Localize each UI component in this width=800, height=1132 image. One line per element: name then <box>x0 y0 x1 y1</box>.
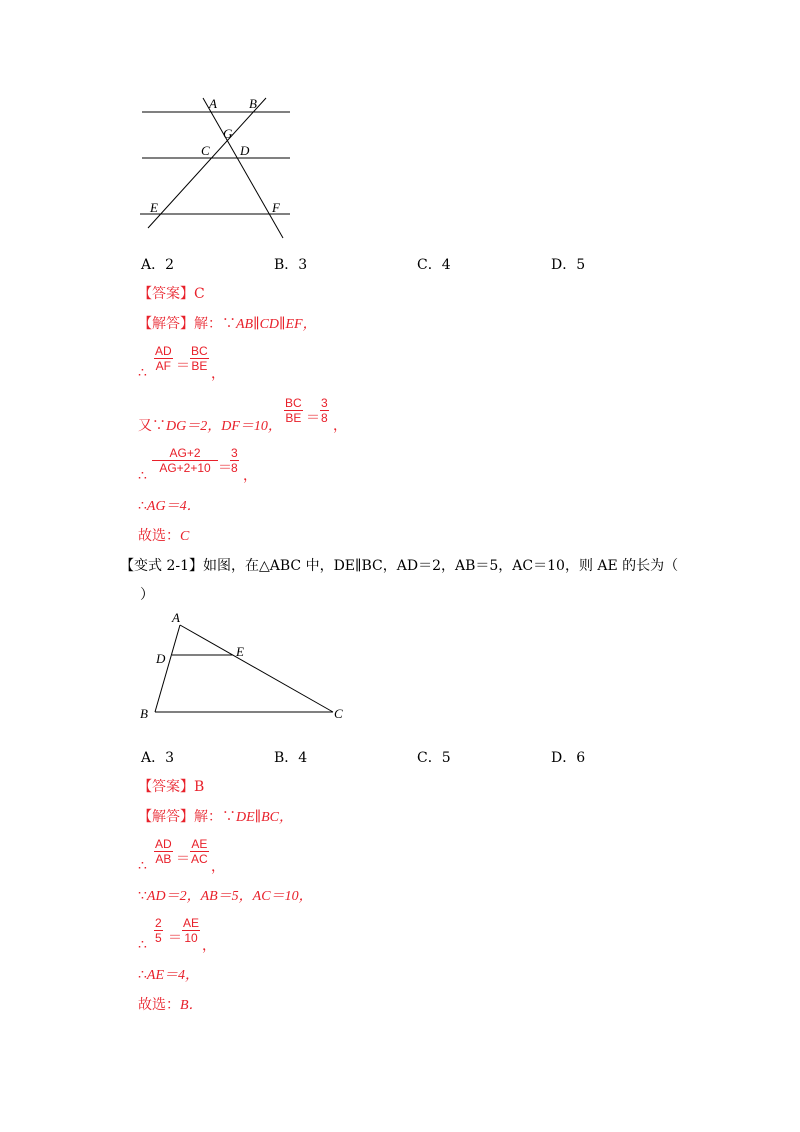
q2-frac-ae-10 <box>182 916 200 945</box>
q2-analysis-line5 <box>138 966 199 985</box>
figure-parallel-lines <box>130 90 310 250</box>
figure-triangle <box>130 605 360 725</box>
because-symbol: ∵ <box>138 888 147 904</box>
therefore-symbol: ∴ <box>138 498 147 514</box>
stem-text: 如图，在△ABC 中，DE∥BC，AD＝2，AB＝5，AC＝10，则 AE 的长为（ <box>203 558 679 574</box>
choice-prefix: 故选： <box>138 528 180 544</box>
label-F: F <box>272 200 280 215</box>
equals-sign: ＝ <box>218 460 232 476</box>
q1-analysis-line3 <box>138 417 282 436</box>
label-D: D <box>240 143 250 158</box>
q2-frac-2-5 <box>154 916 163 945</box>
q1-analysis-line1 <box>138 315 317 334</box>
q2-answer <box>138 778 204 796</box>
comma: ， <box>333 418 347 434</box>
q2-choice <box>138 996 203 1015</box>
choice-value: B． <box>180 998 203 1013</box>
q1-option-c: C．4 <box>417 257 451 273</box>
q1-option-b: B．3 <box>274 257 308 273</box>
label-C: C <box>334 706 343 721</box>
q2-option-c: C．5 <box>417 750 451 766</box>
q2-analysis-line1 <box>138 808 293 827</box>
answer-value: B <box>194 779 205 795</box>
q1-frac-ag <box>152 446 218 475</box>
therefore-symbol: ∴ <box>138 468 147 484</box>
q1-frac-3-8 <box>320 396 329 425</box>
q1-frac-3-8-b <box>230 446 239 475</box>
numerator: AG+2 <box>152 446 218 461</box>
numerator: 3 <box>321 396 328 410</box>
denominator: BE <box>285 411 302 425</box>
answer-tag: 【答案】 <box>138 779 194 795</box>
denominator: AG+2+10 <box>159 461 211 475</box>
denominator: 8 <box>321 411 328 425</box>
q2-frac-ae-ac <box>190 837 209 866</box>
analysis-math: DE∥BC， <box>236 810 294 825</box>
denominator: 10 <box>184 931 198 945</box>
line5-math: AG＝4． <box>146 499 201 514</box>
label-A: A <box>209 96 217 111</box>
comma: ， <box>211 859 225 875</box>
denominator: BE <box>191 359 208 373</box>
therefore-symbol: ∴ <box>138 967 147 983</box>
line3-math: DG＝2，DF＝10， <box>166 419 282 434</box>
line3-math: AD＝2，AB＝5，AC＝10， <box>146 889 313 904</box>
q1-option-d: D．5 <box>551 257 586 273</box>
label-E: E <box>236 644 244 659</box>
analysis-intro: 解： <box>194 316 222 332</box>
denominator: AF <box>155 359 171 373</box>
q2-option-a: A．3 <box>141 750 175 766</box>
because-symbol: ∵ <box>222 316 236 332</box>
analysis-intro: 解： <box>194 809 222 825</box>
choice-value: C <box>180 529 190 544</box>
therefore-symbol: ∴ <box>138 937 147 953</box>
side-ac <box>180 625 333 712</box>
analysis-math: AB∥CD∥EF， <box>236 317 317 332</box>
numerator: 3 <box>231 446 238 460</box>
denominator: 5 <box>155 931 162 945</box>
q2-stem-close: ） <box>140 587 154 603</box>
comma: ， <box>211 366 225 382</box>
q1-choice <box>138 527 189 546</box>
numerator: BC <box>191 344 208 358</box>
q1-frac-ad-af <box>154 344 173 373</box>
answer-value: C <box>194 286 205 302</box>
therefore-symbol: ∴ <box>138 365 147 381</box>
label-B: B <box>249 96 257 111</box>
comma: ， <box>243 468 257 484</box>
q2-analysis-line3 <box>138 887 313 906</box>
label-B: B <box>140 706 148 721</box>
therefore-symbol: ∴ <box>138 858 147 874</box>
answer-tag: 【答案】 <box>138 286 194 302</box>
transversal-af <box>203 98 283 238</box>
numerator: AD <box>155 837 172 851</box>
label-G: G <box>223 126 233 141</box>
side-ab <box>155 625 180 712</box>
q1-frac-bc-be <box>190 344 209 373</box>
equals-sign: ＝ <box>176 851 190 867</box>
numerator: 2 <box>155 916 162 930</box>
equals-sign: ＝ <box>306 410 320 426</box>
q2-option-d: D．6 <box>551 750 586 766</box>
equals-sign: ＝ <box>176 358 190 374</box>
choice-prefix: 故选： <box>138 997 180 1013</box>
q1-frac-bc-be-2 <box>284 396 303 425</box>
label-D: D <box>156 651 166 666</box>
analysis-tag: 【解答】 <box>138 809 194 825</box>
numerator: AD <box>155 344 172 358</box>
because-symbol: ∵ <box>222 809 236 825</box>
denominator: 8 <box>231 461 238 475</box>
line3-prefix: 又∵ <box>138 418 166 434</box>
stem-tag: 【变式 2-1】 <box>120 558 203 574</box>
q2-option-b: B．4 <box>274 750 308 766</box>
comma: ， <box>202 938 216 954</box>
denominator: AB <box>155 852 172 866</box>
label-E: E <box>150 200 158 215</box>
line5-math: AE＝4， <box>146 968 200 983</box>
q1-answer <box>138 285 205 303</box>
label-A: A <box>172 610 180 625</box>
q1-analysis-line5 <box>138 497 201 516</box>
q2-frac-ad-ab <box>154 837 173 866</box>
transversal-be <box>148 98 266 228</box>
q2-stem <box>120 557 678 575</box>
q1-option-a: A．2 <box>141 257 175 273</box>
numerator: BC <box>285 396 302 410</box>
equals-sign: ＝ <box>168 930 182 946</box>
label-C: C <box>201 143 210 158</box>
analysis-tag: 【解答】 <box>138 316 194 332</box>
numerator: AE <box>191 837 208 851</box>
numerator: AE <box>183 916 200 930</box>
denominator: AC <box>191 852 208 866</box>
